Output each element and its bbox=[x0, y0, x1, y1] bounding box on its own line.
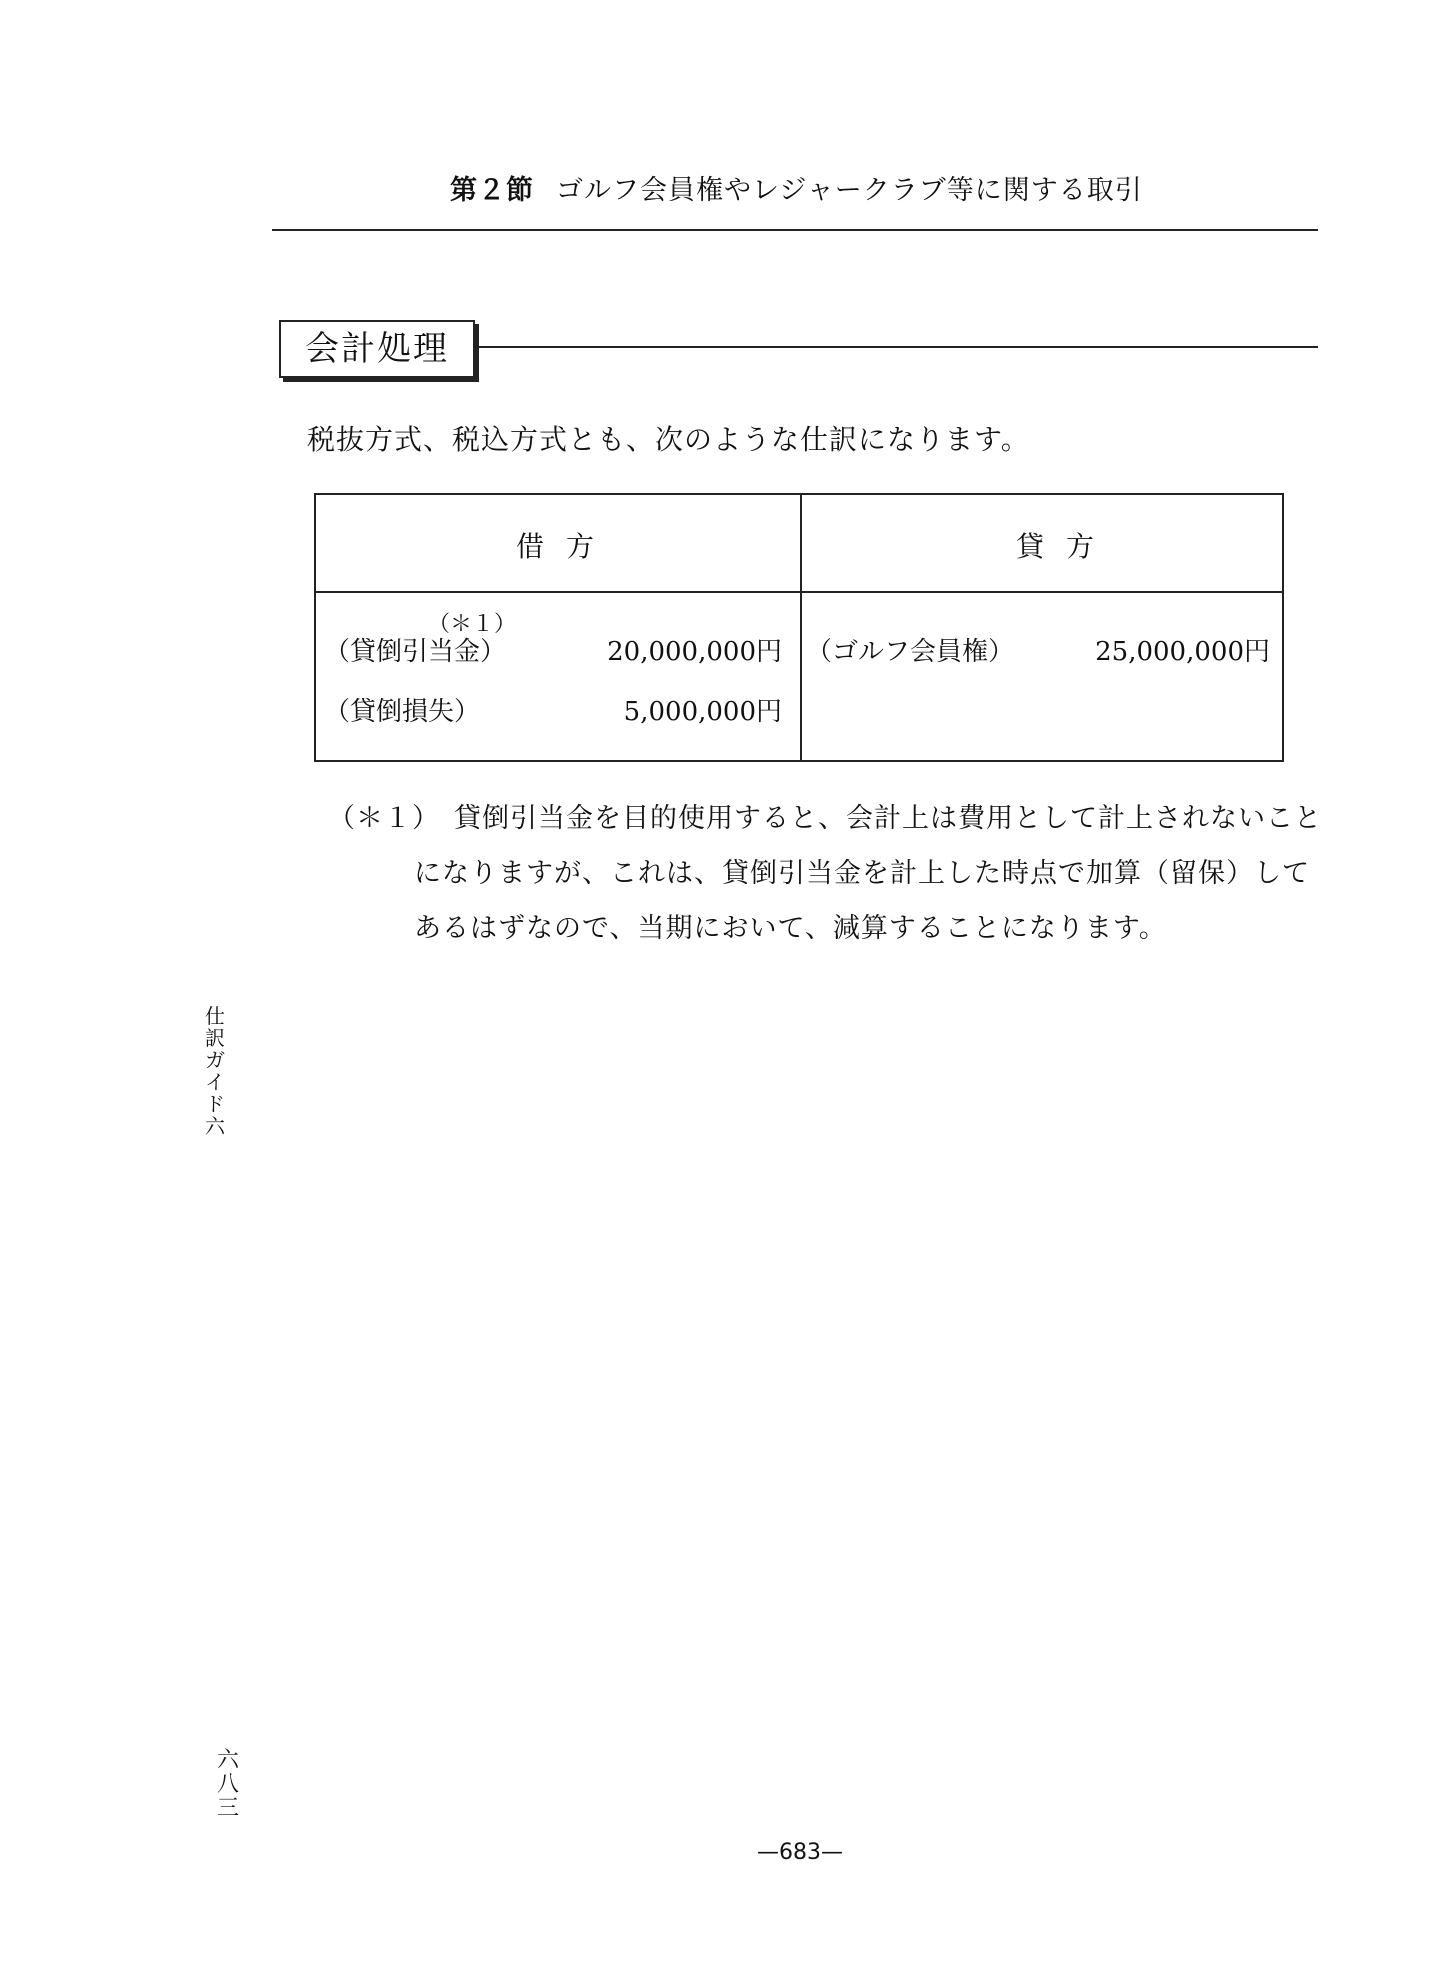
section-heading-box: 会計処理 bbox=[279, 320, 475, 378]
debit-account: （貸倒引当金） bbox=[324, 637, 507, 667]
footnote-line: あるはずなので、当期において、減算することになります。 bbox=[414, 913, 1167, 944]
credit-account: （ゴルフ会員権） bbox=[806, 637, 1015, 667]
debit-header: 借方 bbox=[516, 530, 617, 563]
intro-text: 税抜方式、税込方式とも、次のような仕訳になります。 bbox=[307, 423, 1030, 456]
footnote-line bbox=[328, 796, 1322, 835]
footnote-mark: （＊１） bbox=[328, 803, 440, 834]
page-number: —683— bbox=[757, 1840, 843, 1865]
page-header bbox=[450, 168, 1143, 207]
debit-account: （貸倒損失） bbox=[324, 697, 481, 727]
debit-amount: 20,000,000円 bbox=[607, 637, 782, 667]
debit-amount: 5,000,000円 bbox=[623, 697, 782, 727]
section-title: ゴルフ会員権やレジャークラブ等に関する取引 bbox=[556, 175, 1143, 206]
section-heading-rule bbox=[478, 346, 1318, 348]
table-header-divider bbox=[316, 591, 1282, 593]
table-column-divider bbox=[800, 495, 802, 760]
header-divider bbox=[272, 229, 1318, 231]
side-book-label: 仕訳ガイド六 bbox=[205, 1004, 225, 1138]
footnote-reference-mark: （＊１） bbox=[428, 612, 517, 637]
section-number: 第２節 bbox=[450, 175, 534, 206]
credit-header: 貸方 bbox=[1016, 530, 1117, 563]
side-page-kanji: 六八三 bbox=[216, 1748, 239, 1821]
footnote-text: 貸倒引当金を目的使用すると、会計上は費用として計上されないこと bbox=[454, 803, 1322, 834]
footnote-line: になりますが、これは、貸倒引当金を計上した時点で加算（留保）して bbox=[414, 858, 1310, 889]
journal-entry-table bbox=[314, 493, 1284, 762]
credit-amount: 25,000,000円 bbox=[1095, 637, 1270, 667]
